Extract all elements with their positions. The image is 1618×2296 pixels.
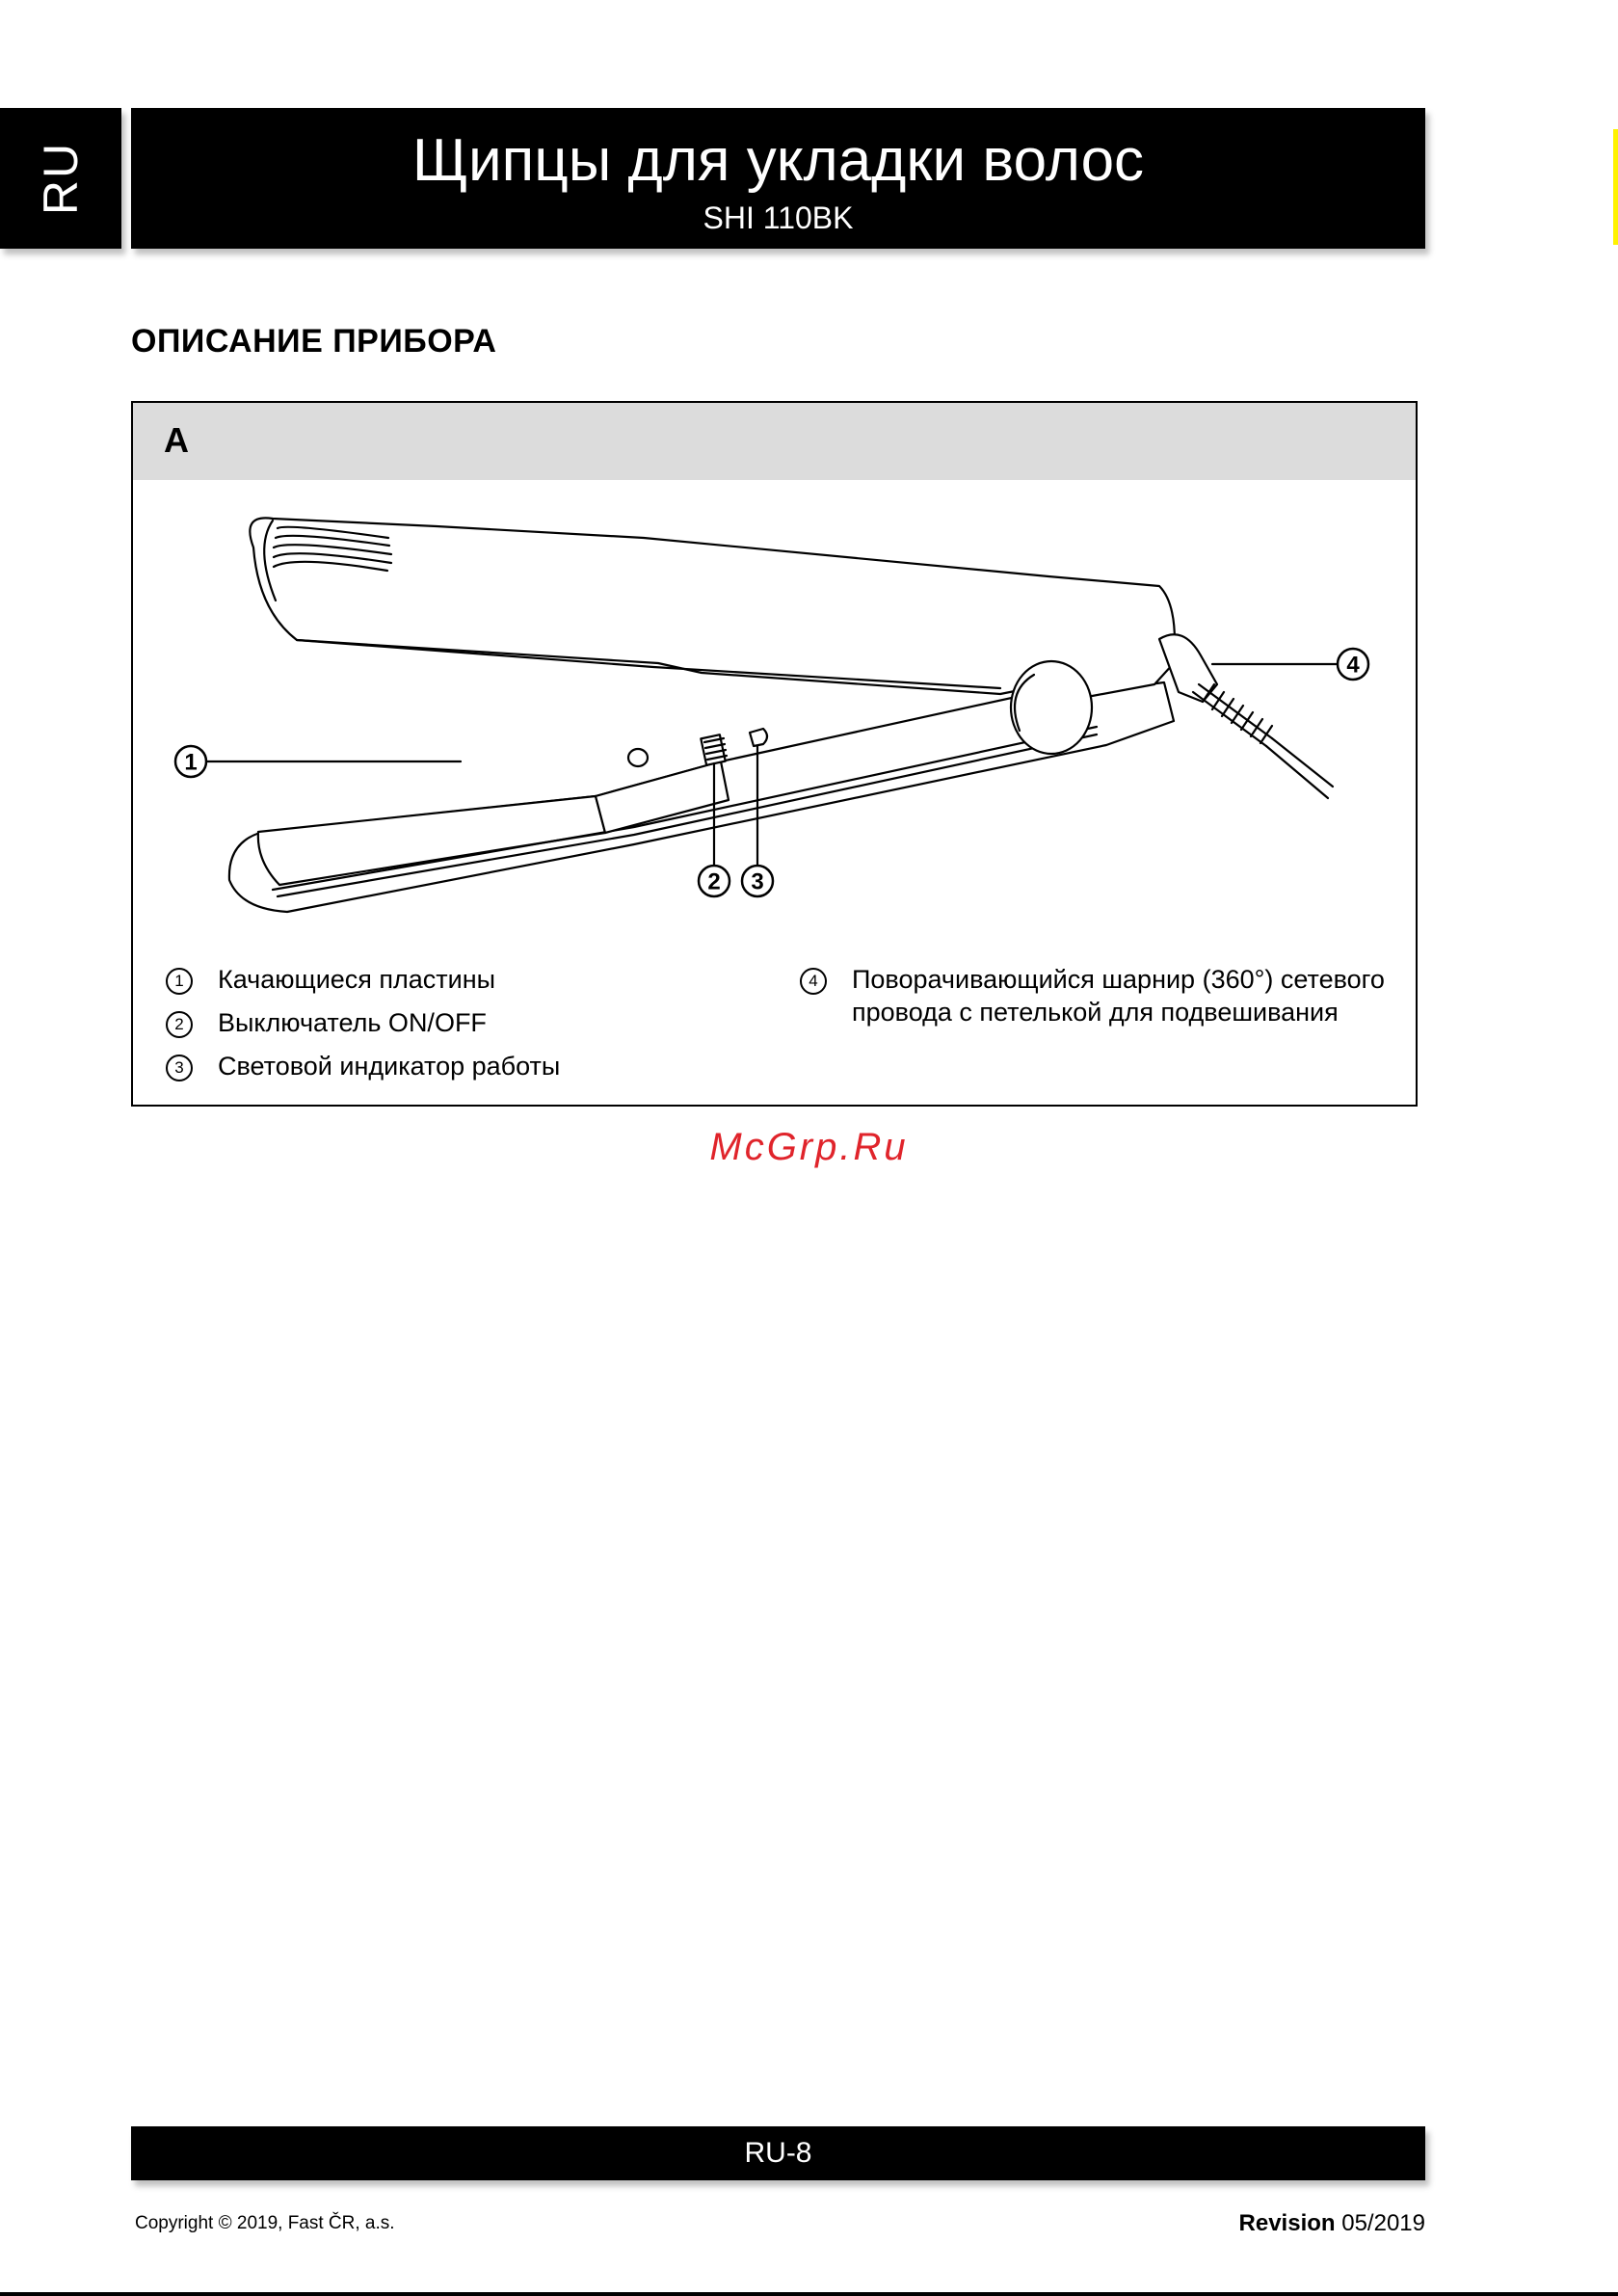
callout-3: 3 [751, 868, 764, 895]
page-number: RU-8 [744, 2137, 812, 2169]
legend-num-2: 2 [166, 1011, 193, 1038]
copyright: Copyright © 2019, Fast ČR, a.s. [135, 2213, 395, 2233]
legend-num-1: 1 [166, 968, 193, 995]
hinge-wheel [1011, 661, 1092, 754]
legend-num-4: 4 [800, 968, 827, 995]
figure-letter: A [164, 420, 189, 460]
revision-label: Revision [1238, 2210, 1336, 2236]
callout-4: 4 [1346, 652, 1360, 679]
header-bar [131, 108, 1425, 249]
language-tab [0, 108, 121, 249]
figure-box [131, 401, 1418, 1107]
revision-date: 05/2019 [1341, 2210, 1425, 2236]
legend-item-2: Выключатель ON/OFF [218, 1008, 487, 1037]
revision [1239, 2210, 1425, 2237]
language-code: RU [34, 141, 88, 216]
model-number: SHI 110BK [703, 200, 854, 235]
callout-1: 1 [184, 749, 198, 776]
bottom-rule [0, 2292, 1618, 2296]
section-title: ОПИСАНИЕ ПРИБОРА [131, 323, 497, 360]
legend-item-3: Световой индикатор работы [218, 1052, 561, 1081]
legend-item-1: Качающиеся пластины [218, 965, 496, 994]
watermark: McGrp.Ru [709, 1126, 909, 1168]
edge-mark [1613, 129, 1618, 245]
indicator-hole [628, 749, 648, 766]
callout-2: 2 [707, 868, 721, 895]
power-cord [1266, 738, 1333, 798]
legend-item-4: Поворачивающийся шарнир (360°) сетевого провода с петелькой для подвешивания [852, 965, 1385, 1027]
page-title: Щипцы для укладки волос [411, 127, 1145, 194]
legend-num-3: 3 [166, 1055, 193, 1081]
power-light [750, 729, 767, 746]
footer-bar [131, 2126, 1425, 2180]
